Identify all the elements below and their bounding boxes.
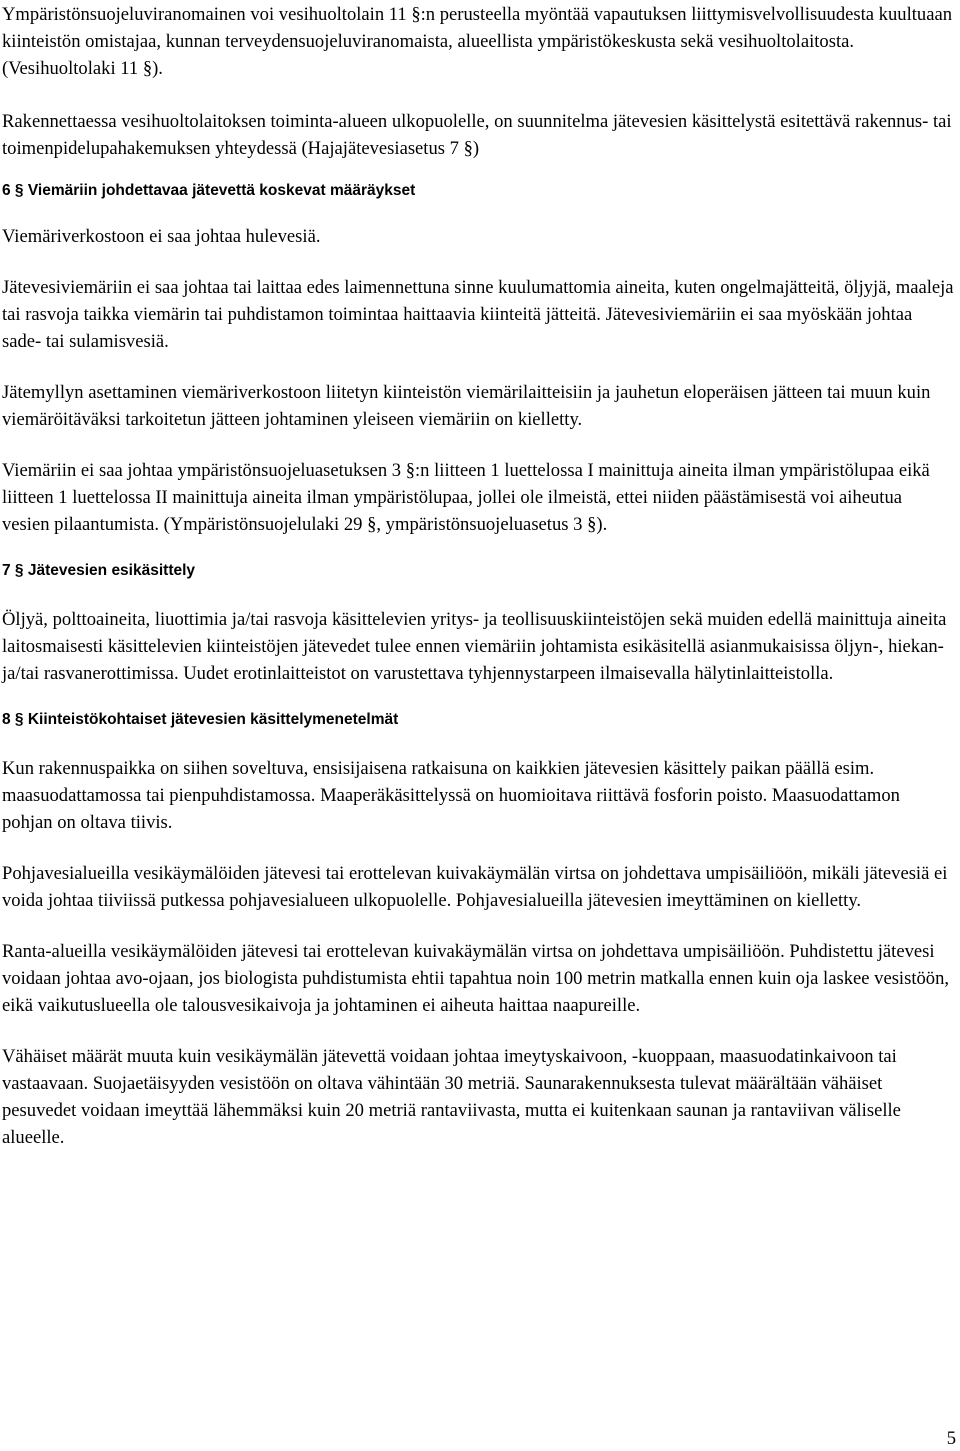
paragraph-rakennuspaikka: Kun rakennuspaikka on siihen soveltuva, ensisijaisena ratkaisuna on kaikkien jätevesien käsittely paikan päällä esim. maasuodattamossa tai pienpuhdistamossa. Maaperäkäsittelyssä on huomioitava riittävä fosforin poisto. Maasuodattamon pohjan on oltava tiivis. [2,758,900,833]
paragraph-jatemylly: Jätemyllyn asettaminen viemäriverkostoon liitetyn kiinteistön viemärilaitteisiin ja jauhetun eloperäisen jätteen tai muun kuin viemäröitäväksi tarkoitetun jätteen johtaminen yleiseen viemäriin on kielletty. [2,382,931,430]
page-number: 5 [946,1428,956,1449]
document-page [2,0,954,1151]
paragraph-jatevesiviemari: Jätevesiviemäriin ei saa johtaa tai laittaa edes laimennettuna sinne kuulumattomia aineita, kuten ongelmajätteitä, öljyjä, maaleja tai rasvoja taikka viemärin tai puhdistamon toimintaa haittaavia kiinteitä jätteitä. Jätevesiviemäriin ei saa myöskään johtaa sade- tai sulamisvesiä. [2,277,954,352]
paragraph-suunnitelma: Rakennettaessa vesihuoltolaitoksen toiminta-alueen ulkopuolelle, on suunnitelma jätevesien käsittelystä esitettävä rakennus- tai toimenpidelupahakemuksen yhteydessä (Hajajätevesiasetus 7 §) [2,111,952,159]
paragraph-hulevedet: Viemäriverkostoon ei saa johtaa hulevesiä. [2,226,321,247]
paragraph-liittymisvelvollisuus: Ympäristönsuojeluviranomainen voi vesihuoltolain 11 §:n perusteella myöntää vapautuksen liittymisvelvollisuudesta kuultuaan kiinteistön omistajaa, kunnan terveydensuojeluviranomaista, alueellista ympäristökeskusta sekä vesihuoltolaitosta. (Vesihuoltolaki 11 §). [2,4,952,79]
paragraph-vahaiset-maarat: Vähäiset määrät muuta kuin vesikäymälän jätevettä voidaan johtaa imeytyskaivoon, -kuoppaan, maasuodatinkaivoon tai vastaavaan. Suojaetäisyyden vesistöön on oltava vähintään 30 metriä. Saunarakennuksesta tulevat määrältään vähäiset pesuvedet voidaan imeyttää lähemmäksi kuin 20 metriä rantaviivasta, mutta ei kuitenkaan saunan ja rantaviivan väliselle alueelle. [2,1046,901,1148]
paragraph-ranta-alueet: Ranta-alueilla vesikäymälöiden jätevesi tai erottelevan kuivakäymälän virtsa on johdettava umpisäiliöön. Puhdistettu jätevesi voidaan johtaa avo-ojaan, jos biologista puhdistumista ehtii tapahtua noin 100 metrin matkalla ennen kuin oja laskee vesistöön, eikä vaikutuslueella ole talousvesikaivoja ja johtaminen ei aiheuta haittaa naapureille. [2,941,950,1016]
paragraph-pohjavesialueet: Pohjavesialueilla vesikäymälöiden jätevesi tai erottelevan kuivakäymälän virtsa on johdettava umpisäiliöön, mikäli jätevesiä ei voida johtaa tiiviissä putkessa pohjavesialueen ulkopuolelle. Pohjavesialueilla jätevesien imeyttäminen on kielletty. [2,863,948,911]
section-heading-6: 6 § Viemäriin johdettavaa jätevettä koskevat määräykset [2,182,416,199]
section-heading-8: 8 § Kiinteistökohtaiset jätevesien käsittelymenetelmät [2,711,399,728]
section-heading-7: 7 § Jätevesien esikäsittely [2,562,196,579]
paragraph-esikasittely: Öljyä, polttoaineita, liuottimia ja/tai rasvoja käsittelevien yritys- ja teollisuuskiinteistöjen sekä muiden edellä mainittuja aineita laitosmaisesti käsittelevien kiinteistöjen jätevedet tulee ennen viemäriin johtamista esikäsitellä asianmukaisissa öljyn-, hiekan- ja/tai rasvanerottimissa. Uudet erotinlaitteistot on varustettava tyhjennystarpeen ilmaisevalla hälytinlaitteistolla. [2,609,947,684]
paragraph-ymparistolupa: Viemäriin ei saa johtaa ympäristönsuojeluasetuksen 3 §:n liitteen 1 luettelossa I mainittuja aineita ilman ympäristölupaa eikä liitteen 1 luettelossa II mainittuja aineita ilman ympäristölupaa, jollei ole ilmeistä, ettei niiden päästämisestä voi aiheutua vesien pilaantumista. (Ympäristönsuojelulaki 29 §, ympäristönsuojeluasetus 3 §). [2,460,930,535]
